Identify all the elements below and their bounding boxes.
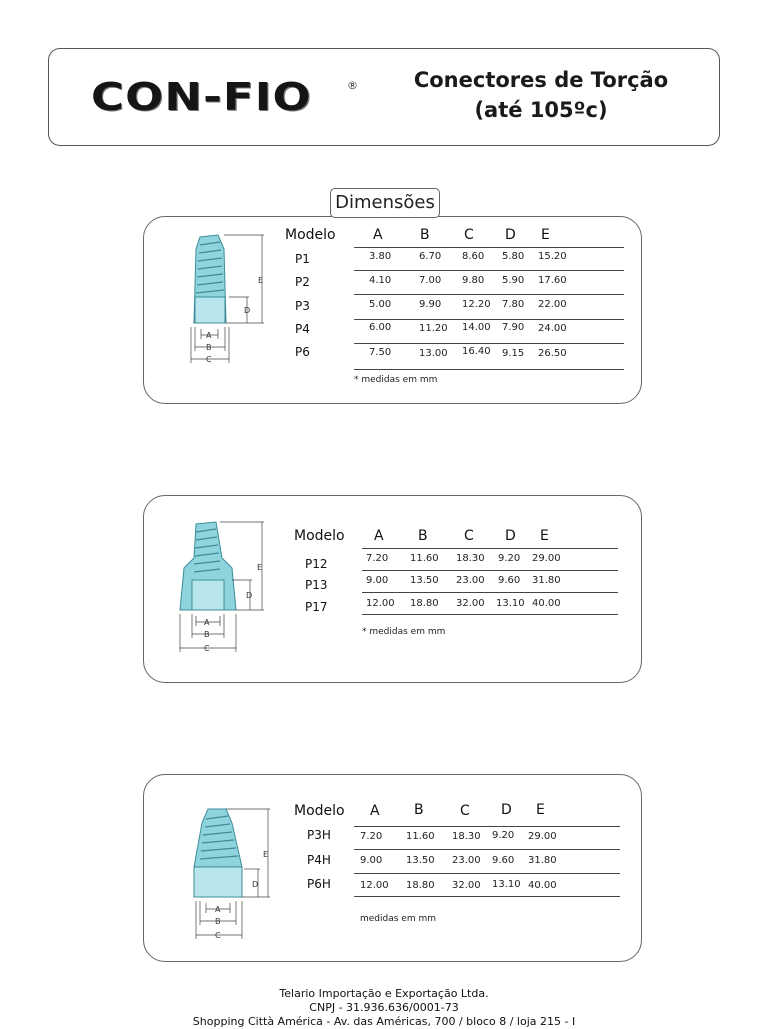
value-cell: 13.50 bbox=[410, 575, 439, 586]
dim-label-c: C bbox=[204, 644, 210, 653]
value-cell: 31.80 bbox=[528, 855, 557, 866]
col-header-b: B bbox=[418, 528, 428, 544]
dim-label-b: B bbox=[204, 630, 210, 639]
value-cell: 12.20 bbox=[462, 299, 491, 310]
value-cell: 5.90 bbox=[502, 275, 525, 286]
value-cell: 5.00 bbox=[369, 299, 392, 310]
value-cell: 18.80 bbox=[410, 598, 439, 609]
col-header-e: E bbox=[536, 802, 545, 818]
table-rule bbox=[354, 369, 624, 370]
model-cell: P17 bbox=[305, 600, 328, 614]
dim-label-e: E bbox=[257, 563, 263, 572]
model-cell: P3 bbox=[295, 299, 310, 313]
value-cell: 13.10 bbox=[496, 598, 525, 609]
value-cell: 32.00 bbox=[452, 880, 481, 891]
value-cell: 29.00 bbox=[528, 831, 557, 842]
value-cell: 24.00 bbox=[538, 323, 567, 334]
col-header-b: B bbox=[420, 227, 430, 243]
value-cell: 11.60 bbox=[406, 831, 435, 842]
col-header-a: A bbox=[370, 803, 380, 819]
panel-h-series bbox=[143, 774, 642, 962]
value-cell: 3.80 bbox=[369, 251, 392, 262]
value-cell: 9.60 bbox=[498, 575, 521, 586]
value-cell: 6.70 bbox=[419, 251, 442, 262]
con-fio-logo: CON-FIO bbox=[91, 75, 312, 119]
dim-label-a: A bbox=[206, 331, 212, 340]
value-cell: 9.00 bbox=[366, 575, 389, 586]
value-cell: 7.90 bbox=[502, 322, 525, 333]
value-cell: 18.30 bbox=[456, 553, 485, 564]
value-cell: 9.90 bbox=[419, 299, 442, 310]
table-rule bbox=[362, 548, 618, 549]
table-rule bbox=[362, 570, 618, 571]
value-cell: 18.80 bbox=[406, 880, 435, 891]
section-title: Dimensões bbox=[330, 188, 440, 218]
footer-cnpj: CNPJ - 31.936.636/0001-73 bbox=[309, 1001, 459, 1014]
registered-mark: ® bbox=[347, 79, 358, 92]
model-cell: P6H bbox=[307, 877, 331, 891]
value-cell: 4.10 bbox=[369, 275, 392, 286]
model-cell: P4H bbox=[307, 853, 331, 867]
model-cell: P4 bbox=[295, 322, 310, 336]
value-cell: 13.10 bbox=[492, 879, 521, 890]
value-cell: 23.00 bbox=[452, 855, 481, 866]
table-rule bbox=[354, 343, 624, 344]
value-cell: 7.50 bbox=[369, 347, 392, 358]
value-cell: 32.00 bbox=[456, 598, 485, 609]
value-cell: 12.00 bbox=[360, 880, 389, 891]
table-rule bbox=[354, 826, 620, 827]
value-cell: 11.20 bbox=[419, 323, 448, 334]
value-cell: 23.00 bbox=[456, 575, 485, 586]
page-title bbox=[401, 65, 681, 125]
dim-label-a: A bbox=[215, 905, 221, 914]
col-header-e: E bbox=[541, 227, 550, 243]
model-cell: P3H bbox=[307, 828, 331, 842]
dim-label-d: D bbox=[252, 880, 259, 889]
value-cell: 8.60 bbox=[462, 251, 485, 262]
value-cell: 17.60 bbox=[538, 275, 567, 286]
value-cell: 7.80 bbox=[502, 299, 525, 310]
value-cell: 31.80 bbox=[532, 575, 561, 586]
value-cell: 40.00 bbox=[528, 880, 557, 891]
col-header-a: A bbox=[374, 528, 384, 544]
col-header-modelo: Modelo bbox=[285, 227, 336, 243]
dim-label-d: D bbox=[246, 591, 253, 600]
value-cell: 7.00 bbox=[419, 275, 442, 286]
units-note: * medidas em mm bbox=[362, 627, 446, 637]
value-cell: 14.00 bbox=[462, 322, 491, 333]
value-cell: 40.00 bbox=[532, 598, 561, 609]
value-cell: 9.20 bbox=[492, 830, 515, 841]
col-header-c: C bbox=[460, 803, 470, 819]
value-cell: 9.15 bbox=[502, 348, 525, 359]
value-cell: 9.60 bbox=[492, 855, 515, 866]
value-cell: 9.00 bbox=[360, 855, 383, 866]
col-header-c: C bbox=[464, 528, 474, 544]
connector-base bbox=[195, 297, 225, 323]
col-header-c: C bbox=[464, 227, 474, 243]
table-rule bbox=[354, 247, 624, 248]
col-header-d: D bbox=[505, 227, 516, 243]
col-header-modelo: Modelo bbox=[294, 528, 345, 544]
model-cell: P6 bbox=[295, 345, 310, 359]
dim-label-b: B bbox=[206, 343, 212, 352]
value-cell: 7.20 bbox=[360, 831, 383, 842]
table-rule bbox=[354, 319, 624, 320]
table-rule bbox=[354, 294, 624, 295]
col-header-b: B bbox=[414, 802, 424, 818]
model-cell: P2 bbox=[295, 275, 310, 289]
table-rule bbox=[354, 270, 624, 271]
connector-base bbox=[194, 867, 242, 897]
connector-diagram-standard bbox=[184, 231, 274, 366]
value-cell: 13.00 bbox=[419, 348, 448, 359]
title-line-1: Conectores de Torção bbox=[413, 68, 669, 92]
value-cell: 13.50 bbox=[406, 855, 435, 866]
dim-label-e: E bbox=[258, 276, 264, 285]
table-rule bbox=[354, 849, 620, 850]
value-cell: 9.80 bbox=[462, 275, 485, 286]
table-rule bbox=[354, 873, 620, 874]
dim-label-d: D bbox=[244, 306, 251, 315]
model-cell: P12 bbox=[305, 557, 328, 571]
dim-label-c: C bbox=[206, 355, 212, 364]
value-cell: 29.00 bbox=[532, 553, 561, 564]
value-cell: 12.00 bbox=[366, 598, 395, 609]
value-cell: 15.20 bbox=[538, 251, 567, 262]
title-line-2: (até 105ºc) bbox=[474, 98, 608, 122]
table-rule bbox=[362, 592, 618, 593]
dim-label-a: A bbox=[204, 618, 210, 627]
value-cell: 11.60 bbox=[410, 553, 439, 564]
units-note: medidas em mm bbox=[360, 914, 436, 924]
col-header-modelo: Modelo bbox=[294, 803, 345, 819]
header-box bbox=[48, 48, 720, 146]
value-cell: 9.20 bbox=[498, 553, 521, 564]
col-header-a: A bbox=[373, 227, 383, 243]
model-cell: P13 bbox=[305, 578, 328, 592]
dim-label-b: B bbox=[215, 917, 221, 926]
table-rule bbox=[362, 614, 618, 615]
col-header-d: D bbox=[501, 802, 512, 818]
units-note: * medidas em mm bbox=[354, 375, 438, 385]
footer bbox=[0, 987, 768, 1029]
connector-diagram-h-series bbox=[184, 805, 279, 945]
model-cell: P1 bbox=[295, 252, 310, 266]
value-cell: 16.40 bbox=[462, 346, 491, 357]
panel-standard bbox=[143, 216, 642, 404]
footer-address: Shopping Città América - Av. das Américas, 700 / bloco 8 / loja 215 - I bbox=[192, 1015, 576, 1028]
value-cell: 22.00 bbox=[538, 299, 567, 310]
value-cell: 26.50 bbox=[538, 348, 567, 359]
col-header-d: D bbox=[505, 528, 516, 544]
dim-label-c: C bbox=[215, 931, 221, 940]
connector-base bbox=[192, 580, 224, 610]
table-rule bbox=[354, 896, 620, 897]
value-cell: 5.80 bbox=[502, 251, 525, 262]
footer-company: Telario Importação e Exportação Ltda. bbox=[279, 987, 489, 1000]
col-header-e: E bbox=[540, 528, 549, 544]
connector-diagram-wing bbox=[172, 518, 272, 658]
dim-label-e: E bbox=[263, 850, 269, 859]
value-cell: 7.20 bbox=[366, 553, 389, 564]
value-cell: 18.30 bbox=[452, 831, 481, 842]
value-cell: 6.00 bbox=[369, 322, 392, 333]
panel-wing bbox=[143, 495, 642, 683]
